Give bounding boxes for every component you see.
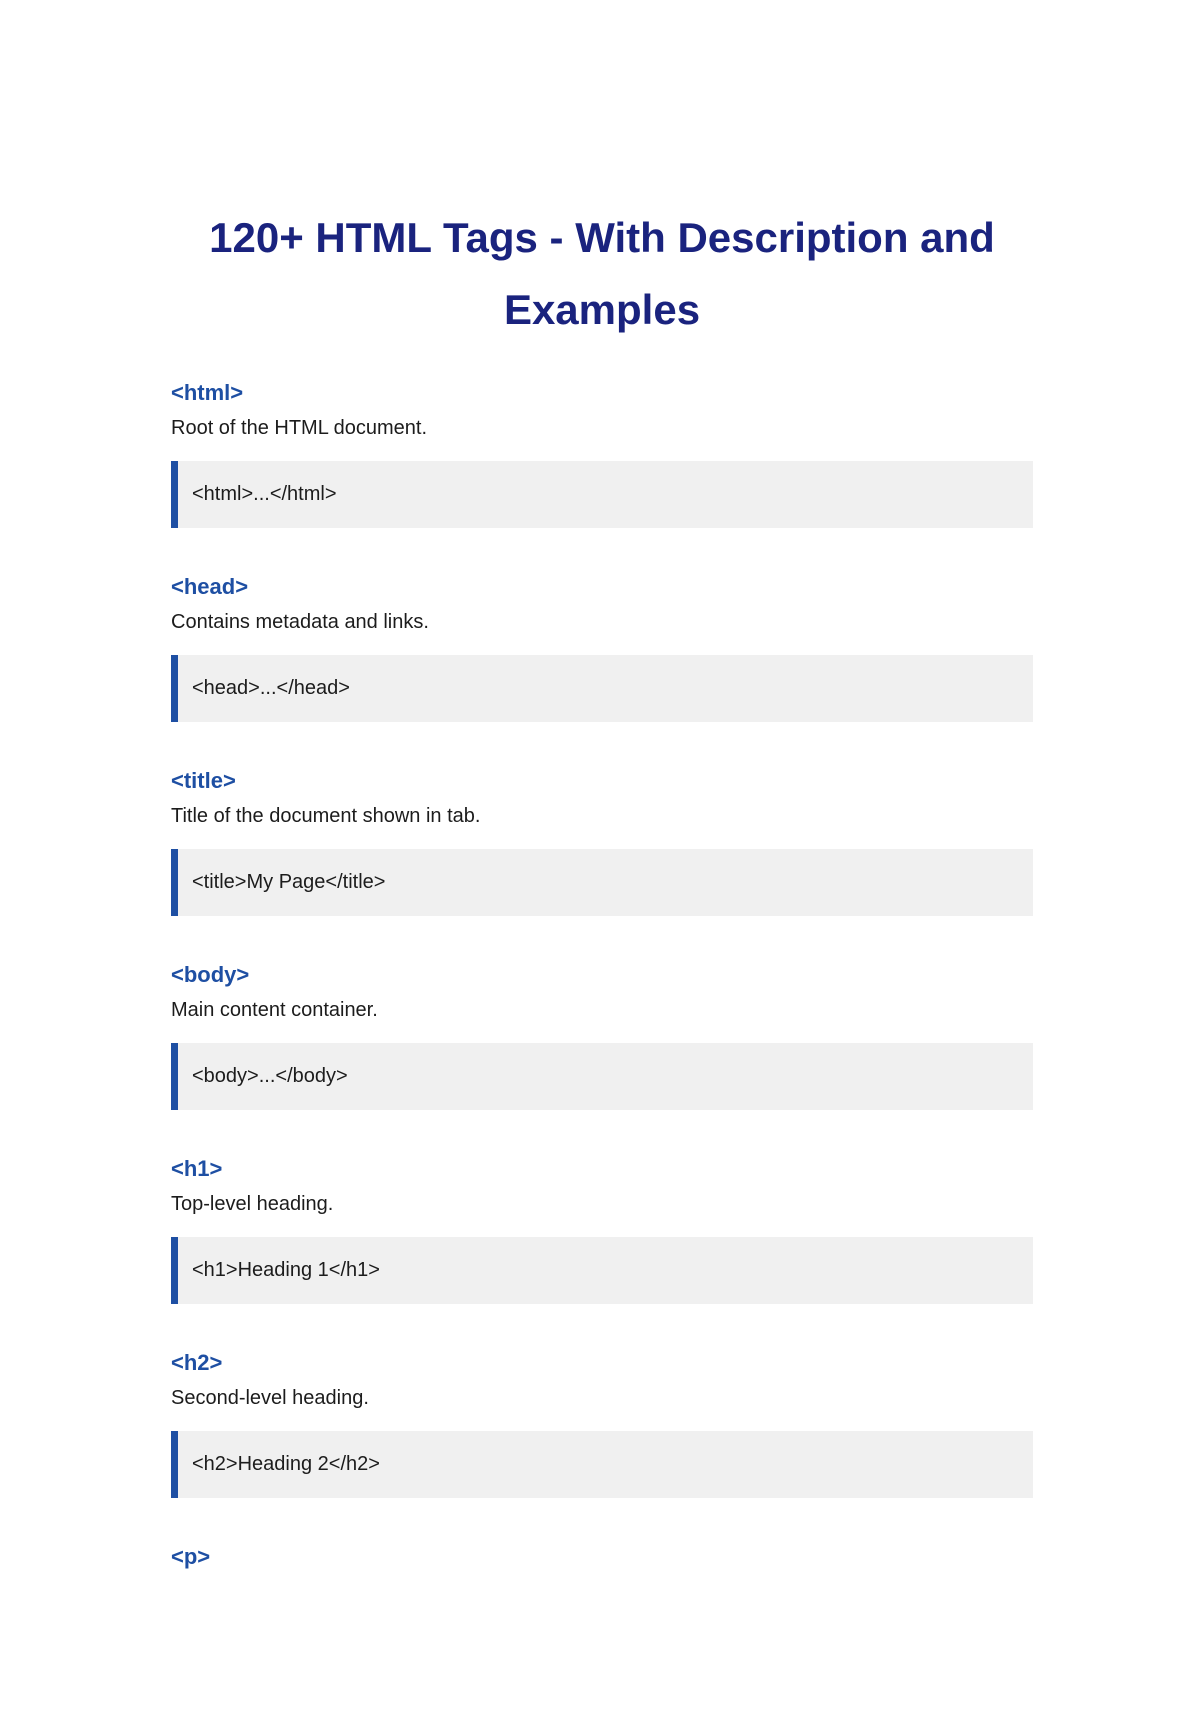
- tag-name: <p>: [171, 1544, 211, 1569]
- tag-description: Contains metadata and links.: [171, 611, 429, 633]
- code-example: <title>My Page</title>: [171, 849, 1033, 916]
- tag-description: Main content container.: [171, 999, 378, 1021]
- tag-name: <title>: [171, 768, 236, 793]
- tag-name: <head>: [171, 574, 249, 599]
- tag-entry-body: [171, 960, 1033, 1154]
- code-example: <body>...</body>: [171, 1043, 1033, 1110]
- page-title-line-2: Examples: [503, 286, 701, 333]
- tag-entry-h2: [171, 1348, 1033, 1542]
- code-example: <h2>Heading 2</h2>: [171, 1431, 1033, 1498]
- tag-entry-p: [171, 1542, 1033, 1736]
- tag-name: <body>: [171, 962, 250, 987]
- tag-description: Title of the document shown in tab.: [171, 805, 481, 827]
- tag-description: Root of the HTML document.: [171, 417, 428, 439]
- page-title: [172, 202, 1032, 346]
- code-example: <head>...</head>: [171, 655, 1033, 722]
- tag-name: <html>: [171, 380, 244, 405]
- tag-entry-h1: [171, 1154, 1033, 1348]
- tag-description: Top-level heading.: [171, 1193, 334, 1215]
- tag-list: [171, 378, 1033, 1736]
- tag-entry-html: [171, 378, 1033, 572]
- tag-name: <h1>: [171, 1156, 223, 1181]
- tag-entry-head: [171, 572, 1033, 766]
- code-example: <html>...</html>: [171, 461, 1033, 528]
- tag-name: <h2>: [171, 1350, 223, 1375]
- page-title-line-1: 120+ HTML Tags - With Description and: [209, 214, 995, 261]
- code-example: <h1>Heading 1</h1>: [171, 1237, 1033, 1304]
- tag-entry-title: [171, 766, 1033, 960]
- tag-description: Second-level heading.: [171, 1387, 369, 1409]
